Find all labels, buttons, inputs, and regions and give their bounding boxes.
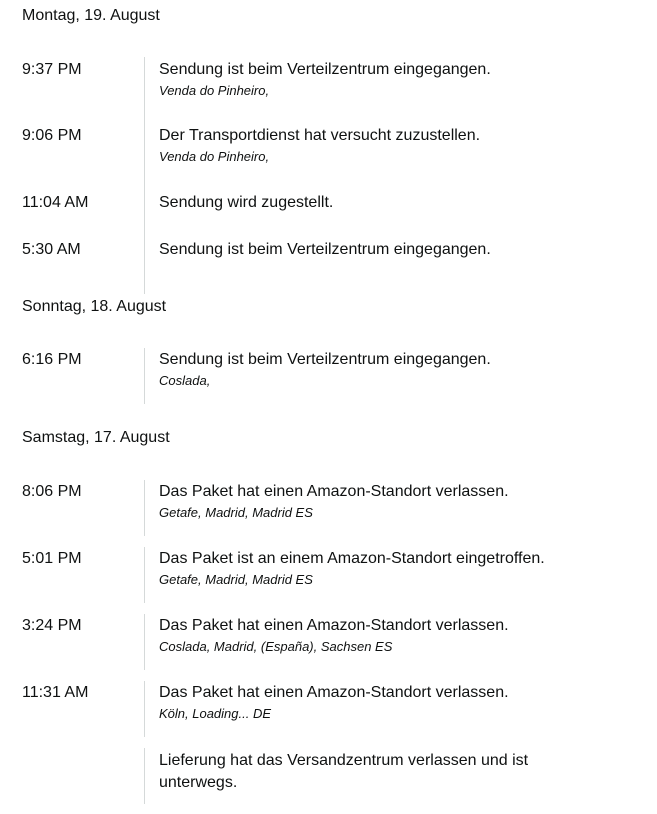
event-status: Das Paket hat einen Amazon-Standort verlassen. (159, 684, 509, 701)
event-location: Coslada, (159, 373, 211, 388)
tracking-event (159, 615, 629, 656)
event-location: Coslada, Madrid, (España), Sachsen ES (159, 639, 393, 654)
event-time: 11:04 AM (22, 194, 89, 211)
tracking-event (159, 239, 629, 261)
event-status: Sendung wird zugestellt. (159, 194, 334, 211)
event-status: Das Paket ist an einem Amazon-Standort eingetroffen. (159, 550, 545, 567)
timeline-divider (144, 57, 145, 294)
event-status: Sendung ist beim Verteilzentrum eingegangen. (159, 241, 491, 258)
event-location: Köln, Loading... DE (159, 706, 272, 721)
event-time: 9:37 PM (22, 61, 82, 78)
tracking-event (159, 192, 629, 214)
event-time: 3:24 PM (22, 617, 82, 634)
event-time: 5:30 AM (22, 241, 81, 258)
tracking-event (159, 349, 629, 390)
event-time: 8:06 PM (22, 483, 82, 500)
event-status: Das Paket hat einen Amazon-Standort verlassen. (159, 617, 509, 634)
tracking-event (159, 682, 629, 723)
event-status: Das Paket hat einen Amazon-Standort verlassen. (159, 483, 509, 500)
day-heading-monday: Montag, 19. August (22, 7, 160, 24)
event-time: 5:01 PM (22, 550, 82, 567)
event-status: Lieferung hat das Versandzentrum verlassen und ist unterwegs. (159, 752, 529, 791)
timeline-divider (144, 348, 145, 404)
tracking-event (159, 481, 629, 522)
timeline-divider (144, 480, 145, 536)
event-status: Sendung ist beim Verteilzentrum eingegangen. (159, 351, 491, 368)
event-time: 11:31 AM (22, 684, 89, 701)
event-location: Venda do Pinheiro, (159, 83, 270, 98)
day-heading-saturday: Samstag, 17. August (22, 429, 170, 446)
event-time: 9:06 PM (22, 127, 82, 144)
timeline-divider (144, 748, 145, 804)
event-location: Getafe, Madrid, Madrid ES (159, 505, 313, 520)
event-time: 6:16 PM (22, 351, 82, 368)
tracking-event (159, 125, 629, 166)
tracking-event (159, 750, 589, 794)
tracking-event (159, 59, 629, 100)
event-status: Der Transportdienst hat versucht zuzustellen. (159, 127, 481, 144)
day-heading-sunday: Sonntag, 18. August (22, 298, 167, 315)
event-location: Getafe, Madrid, Madrid ES (159, 572, 313, 587)
event-status: Sendung ist beim Verteilzentrum eingegangen. (159, 61, 491, 78)
event-location: Venda do Pinheiro, (159, 149, 270, 164)
timeline-divider (144, 681, 145, 737)
tracking-event (159, 548, 629, 589)
timeline-divider (144, 614, 145, 670)
timeline-divider (144, 547, 145, 603)
